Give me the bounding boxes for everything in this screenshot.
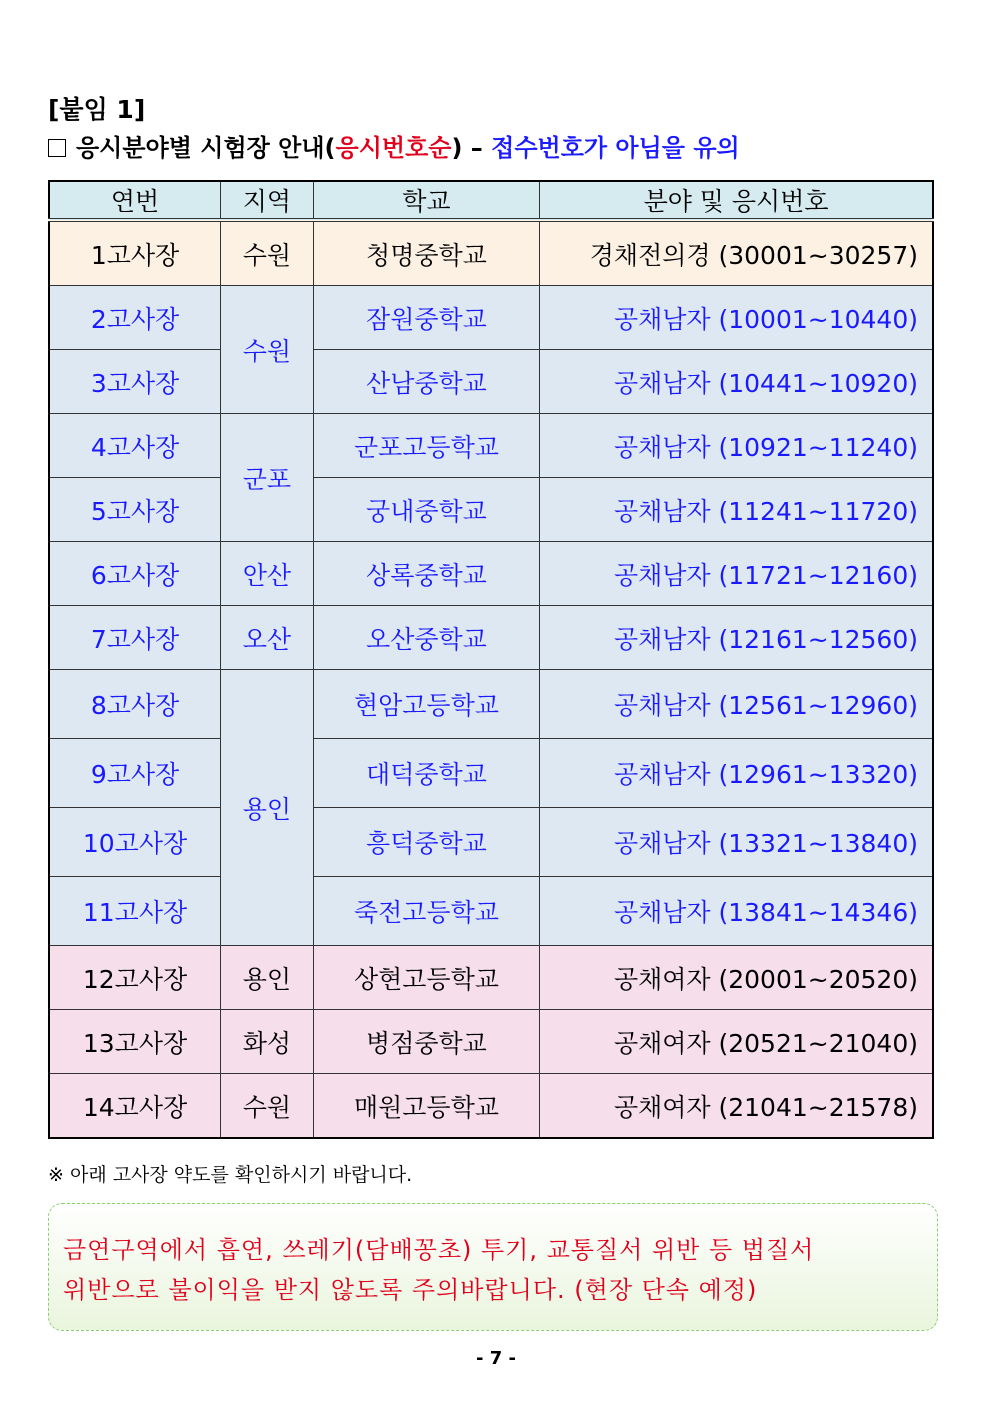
row-field: 공채여자 (21041~21578)	[540, 1074, 933, 1139]
row-field: 공채남자 (10921~11240)	[540, 414, 933, 478]
table-row	[49, 1010, 933, 1074]
table-row	[49, 350, 933, 414]
table-row	[49, 220, 933, 286]
row-region: 용인	[221, 946, 314, 1010]
row-field: 공채남자 (12161~12560)	[540, 606, 933, 670]
row-region: 군포	[221, 414, 314, 542]
row-no: 14고사장	[49, 1074, 221, 1139]
heading-red-text: 응시번호순	[335, 134, 452, 162]
header-school: 학교	[313, 181, 539, 220]
row-no: 9고사장	[49, 739, 221, 808]
table-row	[49, 286, 933, 350]
row-field: 공채남자 (11241~11720)	[540, 478, 933, 542]
heading-blue-text: 접수번호가 아님을 유의	[491, 134, 740, 162]
table-header-row	[49, 181, 933, 220]
row-region: 화성	[221, 1010, 314, 1074]
row-no: 7고사장	[49, 606, 221, 670]
page-heading	[48, 128, 740, 163]
row-school: 궁내중학교	[313, 478, 539, 542]
table-row	[49, 877, 933, 946]
row-school: 흥덕중학교	[313, 808, 539, 877]
warning-box	[48, 1203, 938, 1331]
row-school: 상록중학교	[313, 542, 539, 606]
row-field: 공채남자 (10001~10440)	[540, 286, 933, 350]
exam-site-table	[48, 180, 934, 1139]
table-row	[49, 606, 933, 670]
row-school: 산남중학교	[313, 350, 539, 414]
row-school: 대덕중학교	[313, 739, 539, 808]
table-row	[49, 670, 933, 739]
row-school: 군포고등학교	[313, 414, 539, 478]
row-region: 오산	[221, 606, 314, 670]
row-field: 공채남자 (13321~13840)	[540, 808, 933, 877]
warning-line-2: 위반으로 불이익을 받지 않도록 주의바랍니다. (현장 단속 예정)	[63, 1276, 758, 1304]
row-no: 10고사장	[49, 808, 221, 877]
row-field: 공채남자 (11721~12160)	[540, 542, 933, 606]
table-row	[49, 414, 933, 478]
row-no: 11고사장	[49, 877, 221, 946]
row-no: 1고사장	[49, 220, 221, 286]
row-field: 공채남자 (12961~13320)	[540, 739, 933, 808]
row-region: 용인	[221, 670, 314, 946]
row-no: 13고사장	[49, 1010, 221, 1074]
row-region: 수원	[221, 286, 314, 414]
table-row	[49, 946, 933, 1010]
row-no: 5고사장	[49, 478, 221, 542]
row-no: 4고사장	[49, 414, 221, 478]
row-school: 상현고등학교	[313, 946, 539, 1010]
row-no: 2고사장	[49, 286, 221, 350]
row-field: 공채남자 (13841~14346)	[540, 877, 933, 946]
table-row	[49, 739, 933, 808]
row-region: 수원	[221, 220, 314, 286]
table-row	[49, 1074, 933, 1139]
row-school: 죽전고등학교	[313, 877, 539, 946]
row-field: 경채전의경 (30001~30257)	[540, 220, 933, 286]
row-school: 매원고등학교	[313, 1074, 539, 1139]
map-note: ※ 아래 고사장 약도를 확인하시기 바랍니다.	[48, 1164, 413, 1186]
header-field: 분야 및 응시번호	[540, 181, 933, 220]
row-region: 수원	[221, 1074, 314, 1139]
row-school: 오산중학교	[313, 606, 539, 670]
row-no: 12고사장	[49, 946, 221, 1010]
row-no: 6고사장	[49, 542, 221, 606]
row-school: 병점중학교	[313, 1010, 539, 1074]
row-region: 안산	[221, 542, 314, 606]
row-field: 공채남자 (12561~12960)	[540, 670, 933, 739]
table-row	[49, 808, 933, 877]
row-school: 잠원중학교	[313, 286, 539, 350]
row-field: 공채여자 (20001~20520)	[540, 946, 933, 1010]
checkbox-square-icon	[48, 139, 66, 157]
row-field: 공채여자 (20521~21040)	[540, 1010, 933, 1074]
table-row	[49, 542, 933, 606]
row-no: 3고사장	[49, 350, 221, 414]
page-number: - 7 -	[476, 1348, 516, 1369]
row-no: 8고사장	[49, 670, 221, 739]
header-region: 지역	[221, 181, 314, 220]
warning-line-1: 금연구역에서 흡연, 쓰레기(담배꽁초) 투기, 교통질서 위반 등 법질서	[63, 1236, 815, 1264]
table-row	[49, 478, 933, 542]
row-field: 공채남자 (10441~10920)	[540, 350, 933, 414]
header-no: 연번	[49, 181, 221, 220]
heading-prefix: 응시분야별 시험장 안내(	[76, 134, 336, 162]
row-school: 현암고등학교	[313, 670, 539, 739]
row-school: 청명중학교	[313, 220, 539, 286]
heading-suffix: ) –	[451, 134, 492, 162]
attachment-label: [붙임 1]	[48, 95, 146, 124]
